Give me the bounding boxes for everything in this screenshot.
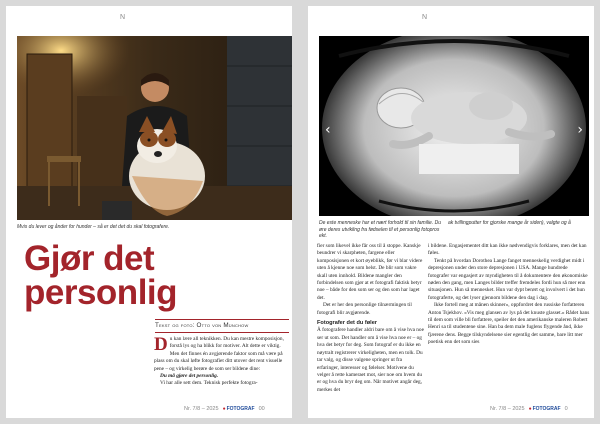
baby-photo-illustration bbox=[319, 36, 589, 216]
photo-caption-1: De este menneske har et nært forhold til sin familie. Du øre deres utvikling fra fødselen til et personlig fotopros ekt. bbox=[319, 220, 441, 239]
headline-line-1: Gjør det bbox=[24, 239, 155, 278]
paragraph: Å fotografere handler aldri bare om å vise hva noe ser ut som. Det handler om å vise hva noe er – og hva det betyr for deg. Som fotograf er du ikke en nøytralt registrerer virkeligheten, men en tolk. Du tar valg, og disse valgene springer ut fra erfaringer, interesser og følelser. Motivene du velger å rette kameraet mot, sier noe om hvem du er og hva du bryr deg om. Når motivet angår deg, merkes det bbox=[317, 327, 424, 393]
article-headline bbox=[24, 239, 178, 312]
dog-photo bbox=[17, 36, 292, 220]
intro-paragraph bbox=[154, 336, 286, 373]
page-footer bbox=[184, 406, 265, 412]
paragraph: fier som likevel ikke får oss til å stoppe. Kanskje beundrer vi skarpheten, fargene eller komposisjonen et kort øyeblikk, før vi blar videre uten å kjenne noe som helst. De blir som vakre skall uten innhold. Bildene mangler den forbindelsen som gjør at et fotografi faktisk betyr noe – både for den som ser og den som har laget det. bbox=[317, 243, 423, 301]
body-column-1 bbox=[154, 336, 286, 388]
baby-photo bbox=[319, 36, 589, 216]
intro-text: u kan lære all teknikken. Du kan mestre komposisjon, forstå lys og ha blikk for motiver. Alt dette er viktig. Men det finnes én avgjørende faktor som må være på plass om du skal løfte fotografiet ditt utover det rent visuelle pene – og virkelig berøre de som ser bildene dine: bbox=[154, 336, 284, 372]
photo-caption-2: ak tvillingputter for gjorske mange år siden), valgte og å bbox=[448, 220, 571, 226]
magazine-logo bbox=[223, 406, 255, 412]
logo-text: FOTOGRAF bbox=[226, 406, 255, 412]
paragraph: Tenkt på hvordan Dorothea Lange fanget menneskelig verdighet midt i depresjonen under den store depresjonen i USA. Mange hundrede fotografer var engasjert av myndigheten til å dokumentere den økonomiske nøden den gang, men Langes bilder treffer fremdeles fordi hun så mer enn situasjonen. Hun så mennesket. Hun var dypt berørt og involvert i det hun fotograferte, og det lyser gjennom bildene den dag i dag. bbox=[428, 257, 588, 301]
previous-arrow-icon[interactable]: ‹ bbox=[325, 122, 331, 138]
paragraph: Det er her den personlige tilnærmingen til fotografi blir avgjørende. bbox=[317, 302, 412, 316]
logo-mark-icon: ● bbox=[528, 406, 532, 412]
byline: Tekst og foto: Otto von Münchow bbox=[155, 319, 289, 333]
folio-mark: N bbox=[120, 14, 126, 21]
page-number: 00 bbox=[258, 406, 265, 412]
body-column-3 bbox=[428, 243, 590, 347]
photo-caption: Mvis du lever og ånder for hunder – så er det det du skal fotografere. bbox=[17, 224, 170, 230]
page-number: 0 bbox=[564, 406, 568, 412]
dog-photo-illustration bbox=[17, 36, 292, 220]
logo-mark-icon: ● bbox=[222, 406, 226, 412]
magazine-logo bbox=[529, 406, 561, 412]
drop-cap: D bbox=[154, 334, 168, 355]
paragraph: i bildene. Engasjementet ditt kan ikke nødvendigvis forklares, men det kan føles. bbox=[428, 243, 587, 257]
next-arrow-icon[interactable]: › bbox=[577, 122, 583, 138]
left-page bbox=[6, 6, 292, 418]
folio-mark: N bbox=[422, 14, 428, 21]
body-column-2 bbox=[317, 243, 424, 394]
paragraph: Vi har alle sett dem. Teknisk perfekte fotogra- bbox=[160, 380, 258, 387]
emphasis-text: Du må gjøre det personlig. bbox=[160, 373, 219, 380]
logo-text: FOTOGRAF bbox=[532, 406, 561, 412]
issue-label: Nr. 7/8 – 2025 bbox=[490, 406, 525, 412]
headline-line-2: personlig bbox=[24, 273, 178, 312]
paragraph: Ikke fortell meg at månen skinner», oppfordret den russiske forfatteren Anton Tsjekhov. «Vis meg glansen av lys på det knuste glasset.» Rådet hans til dem som ville bli forfattere, speiler det den amerikanske maleren Robert Henri sa til studentene sine. Han ba dem male fuglens flygende ånd, ikke fjærene dens. Begge tilskyndelsene sier egentlig det samme, bare litt mer poetisk enn det som sies bbox=[428, 302, 590, 346]
page-footer bbox=[490, 406, 568, 412]
issue-label: Nr. 7/8 – 2025 bbox=[184, 406, 219, 412]
subheading: Fotografer det du føler bbox=[317, 320, 377, 327]
